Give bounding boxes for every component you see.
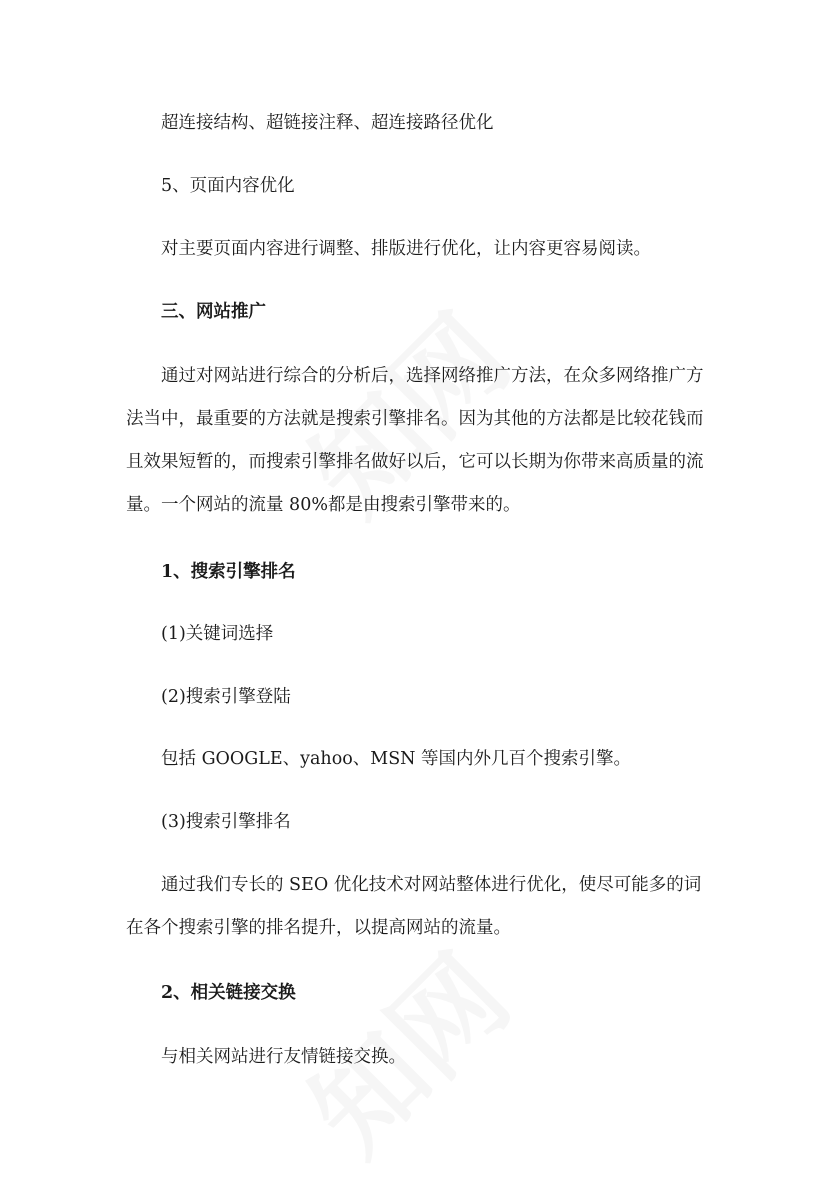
paragraph: 对主要页面内容进行调整、排版进行优化，让内容更容易阅读。 (161, 239, 651, 259)
section-heading: 1、搜索引擎排名 (161, 562, 296, 582)
section-heading: 2、相关链接交换 (161, 983, 296, 1003)
section-heading: 5、页面内容优化 (161, 176, 295, 196)
paragraph: 超连接结构、超链接注释、超连接路径优化 (161, 113, 494, 133)
paragraph: 通过我们专长的 SEO 优化技术对网站整体进行优化，使尽可能多的词在各个搜索引擎的排名提升，以提高网站的流量。 (126, 875, 702, 938)
list-item: (1)关键词选择 (161, 624, 274, 644)
paragraph: 通过对网站进行综合的分析后，选择网络推广方法，在众多网络推广方法当中，最重要的方法就是搜索引擎排名。因为其他的方法都是比较花钱而且效果短暂的，而搜索引擎排名做好以后，它可以长期为你带来高质量的流量。一个网站的流量 80%都是由搜索引擎带来的。 (126, 366, 704, 515)
paragraph: 包括 GOOGLE、yahoo、MSN 等国内外几百个搜索引擎。 (161, 749, 632, 769)
list-item: (2)搜索引擎登陆 (161, 687, 291, 707)
paragraph: 与相关网站进行友情链接交换。 (161, 1047, 406, 1067)
section-heading: 三、网站推广 (161, 302, 266, 322)
list-item: (3)搜索引擎排名 (161, 812, 291, 832)
